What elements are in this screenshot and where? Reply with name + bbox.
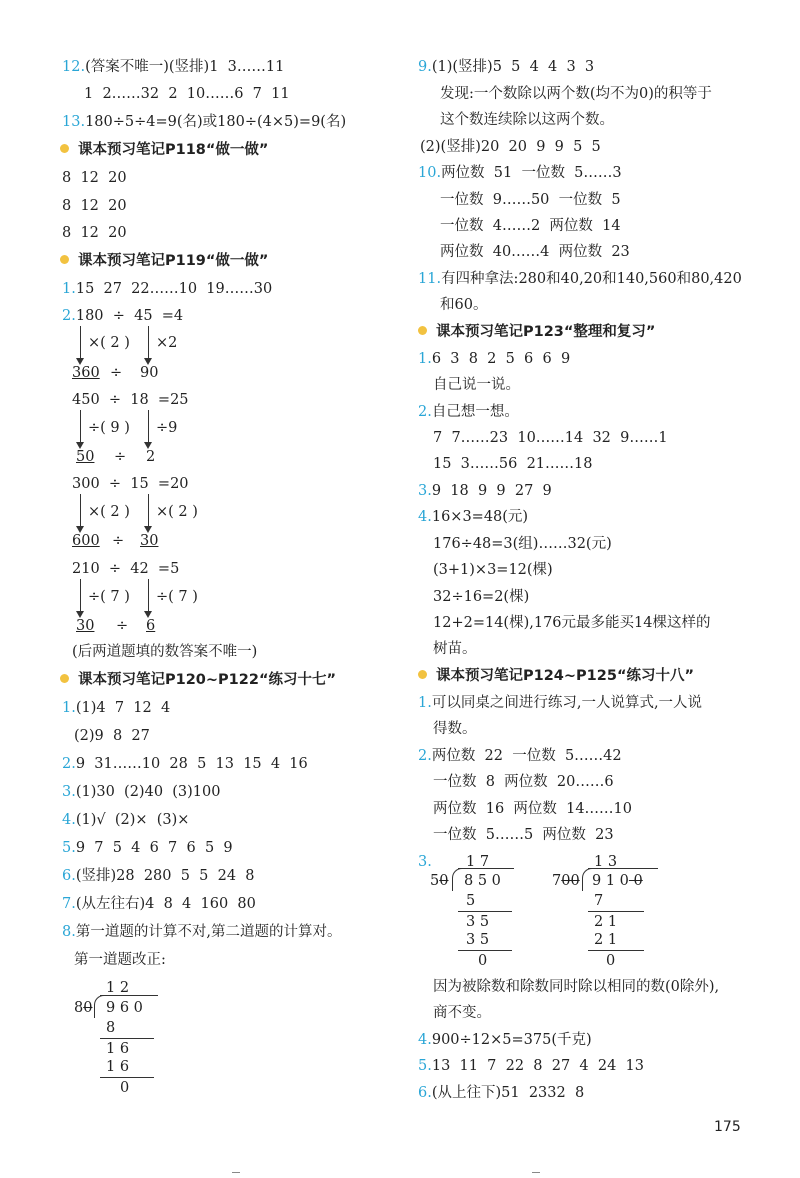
step-subtract-1: 8 <box>106 1020 116 1036</box>
section-heading-p123: 课本预习笔记P123“整理和复习” <box>418 323 655 341</box>
step-rule <box>588 911 644 912</box>
answer-10: 10.两位数 51 一位数 5……3 <box>418 165 622 181</box>
exercise-18-answer-5: 5.13 11 7 22 8 27 4 24 13 <box>418 1058 644 1074</box>
divide-sign: ÷ <box>116 618 129 634</box>
step-remainder-1: 1 6 <box>106 1041 130 1057</box>
step-remainder-1: 3 5 <box>466 914 490 930</box>
step-subtract-1: 7 <box>594 893 604 909</box>
exercise-18-answer-4: 4.900÷12×5=375(千克) <box>418 1032 592 1048</box>
result-divisor: 90 <box>140 365 159 381</box>
review-answer-1: 1.6 3 8 2 5 6 6 9 <box>418 351 571 367</box>
vinculum <box>100 995 158 996</box>
review-answer-4f: 树苗。 <box>433 641 477 657</box>
answer-9-discovery-cont: 这个数连续除以这两个数。 <box>440 112 614 128</box>
dividend: 9 6 0 <box>106 1000 143 1016</box>
answer-9: 9.(1)(竖排)5 5 4 4 3 3 <box>418 59 595 75</box>
review-answer-2c: 15 3……56 21……18 <box>433 456 593 472</box>
left-operation: ×( 2 ) <box>88 504 130 520</box>
answer-12: 12.(答案不唯一)(竖排)1 3……11 <box>62 59 285 75</box>
bullet-icon <box>418 326 427 335</box>
vinculum <box>588 868 658 869</box>
dividend: 8 5 0 <box>464 873 501 889</box>
exercise-17-answer-2: 2.9 31……10 28 5 13 15 4 16 <box>62 756 308 772</box>
vinculum <box>458 868 514 869</box>
division-equation-3: 300 ÷ 15 =20 <box>72 476 189 492</box>
exercise-17-answer-5: 5.9 7 5 4 6 7 6 5 9 <box>62 840 233 856</box>
bullet-icon <box>60 144 69 153</box>
bullet-icon <box>60 674 69 683</box>
right-operation: ÷( 7 ) <box>156 589 198 605</box>
section-heading-p118: 课本预习笔记P118“做一做” <box>60 141 268 159</box>
divide-sign: ÷ <box>112 533 125 549</box>
answer-13: 13.180÷5÷4=9(名)或180÷(4×5)=9(名) <box>62 114 347 130</box>
exercise-17-answer-1b: (2)9 8 27 <box>74 728 150 744</box>
step-rule <box>100 1038 154 1039</box>
quotient: 1 2 <box>106 980 130 996</box>
arrow-line <box>80 326 81 359</box>
step-subtract-2: 1 6 <box>106 1059 130 1075</box>
step-rule <box>100 1077 154 1078</box>
exercise-18-answer-3-reason: 因为被除数和除数同时除以相同的数(0除外), <box>433 979 720 995</box>
bullet-icon <box>418 670 427 679</box>
exercise-18-answer-6: 6.(从上往下)51 2332 8 <box>418 1085 585 1101</box>
review-answer-4: 4.16×3=48(元) <box>418 509 529 525</box>
step-rule <box>458 950 512 951</box>
exercise-17-answer-1: 1.(1)4 7 12 4 <box>62 700 171 716</box>
exercise-17-answer-7: 7.(从左往右)4 8 4 160 80 <box>62 896 256 912</box>
exercise-18-answer-3-label: 3. <box>418 854 432 870</box>
quotient: 1 7 <box>466 854 490 870</box>
exercise-18-answer-2: 2.两位数 22 一位数 5……42 <box>418 748 622 764</box>
arrow-line <box>148 494 149 527</box>
crossed-zero: 0 <box>439 873 449 889</box>
final-remainder: 0 <box>606 953 616 969</box>
exercise-18-answer-1b: 得数。 <box>433 721 477 737</box>
crossed-zero: 00 <box>561 873 580 889</box>
step-remainder-1: 2 1 <box>594 914 618 930</box>
exercise-17-answer-8: 8.第一道题的计算不对,第二道题的计算对。 <box>62 924 342 940</box>
note-answers-not-unique: (后两道题填的数答案不唯一) <box>72 644 258 660</box>
answer-11: 11.有四种拿法:280和40,20和140,560和80,420 <box>418 271 742 287</box>
correction-label: 第一道题改正: <box>74 952 166 968</box>
right-operation: ÷9 <box>156 420 178 436</box>
section-heading-p120-p122: 课本预习笔记P120~P122“练习十七” <box>60 671 336 689</box>
arrow-line <box>148 326 149 359</box>
left-operation: ÷( 9 ) <box>88 420 130 436</box>
left-operation: ÷( 7 ) <box>88 589 130 605</box>
exercise-18-answer-2d: 一位数 5……5 两位数 23 <box>433 827 614 843</box>
exercise-17-answer-3: 3.(1)30 (2)40 (3)100 <box>62 784 221 800</box>
review-answer-1b: 自己说一说。 <box>433 377 520 393</box>
p119-answer-1: 1.15 27 22……10 19……30 <box>62 281 273 297</box>
dividend: 9 1 0 0 <box>592 873 643 889</box>
step-rule <box>458 911 512 912</box>
exercise-18-answer-2c: 两位数 16 两位数 14……10 <box>433 801 633 817</box>
crossed-zero: 0 <box>628 873 643 889</box>
left-operation: ×( 2 ) <box>88 335 130 351</box>
divisor: 50 <box>430 873 449 889</box>
p118-line3: 8 12 20 <box>62 225 127 241</box>
exercise-17-answer-4: 4.(1)√ (2)× (3)× <box>62 812 190 828</box>
exercise-17-answer-6: 6.(竖排)28 280 5 5 24 8 <box>62 868 255 884</box>
divisor: 700 <box>552 873 580 889</box>
step-subtract-2: 2 1 <box>594 932 618 948</box>
right-operation: ×( 2 ) <box>156 504 198 520</box>
final-remainder: 0 <box>120 1080 130 1096</box>
result-dividend: 30 <box>76 618 95 634</box>
bottom-mark <box>232 1172 240 1173</box>
right-operation: ×2 <box>156 335 178 351</box>
review-answer-2: 2.自己想一想。 <box>418 404 519 420</box>
divide-sign: ÷ <box>114 449 127 465</box>
arrow-line <box>80 579 81 612</box>
result-dividend: 50 <box>76 449 95 465</box>
answer-9-discovery: 发现:一个数除以两个数(均不为0)的积等于 <box>440 86 712 102</box>
answer-10-line2: 一位数 9……50 一位数 5 <box>440 192 621 208</box>
bullet-icon <box>60 255 69 264</box>
crossed-zero: 0 <box>83 1000 93 1016</box>
division-equation-4: 210 ÷ 42 =5 <box>72 561 180 577</box>
result-dividend: 360 <box>72 365 100 381</box>
review-answer-4d: 32÷16=2(棵) <box>433 589 530 605</box>
arrow-line <box>148 579 149 612</box>
result-divisor: 6 <box>146 618 156 634</box>
divide-sign: ÷ <box>110 365 123 381</box>
step-rule <box>588 950 644 951</box>
p119-answer-2: 2.180 ÷ 45 =4 <box>62 308 184 324</box>
quotient: 1 3 <box>594 854 618 870</box>
answer-12-line2: 1 2……32 2 10……6 7 11 <box>84 86 290 102</box>
divisor: 80 <box>74 1000 93 1016</box>
exercise-18-answer-1: 1.可以同桌之间进行练习,一人说算式,一人说 <box>418 695 703 711</box>
review-answer-2b: 7 7……23 10……14 32 9……1 <box>433 430 668 446</box>
exercise-18-answer-2b: 一位数 8 两位数 20……6 <box>433 774 614 790</box>
review-answer-4e: 12+2=14(棵),176元最多能买14棵这样的 <box>433 615 711 631</box>
result-divisor: 30 <box>140 533 159 549</box>
arrow-line <box>148 410 149 443</box>
review-answer-4b: 176÷48=3(组)……32(元) <box>433 536 612 552</box>
final-remainder: 0 <box>478 953 488 969</box>
arrow-line <box>80 494 81 527</box>
page-number: 175 <box>714 1119 741 1135</box>
section-heading-p124-p125: 课本预习笔记P124~P125“练习十八” <box>418 667 694 685</box>
answer-11-cont: 和60。 <box>440 297 488 313</box>
division-equation-2: 450 ÷ 18 =25 <box>72 392 189 408</box>
answer-10-line4: 两位数 40……4 两位数 23 <box>440 244 630 260</box>
review-answer-4c: (3+1)×3=12(棵) <box>433 562 553 578</box>
step-subtract-1: 5 <box>466 893 476 909</box>
result-divisor: 2 <box>146 449 156 465</box>
step-subtract-2: 3 5 <box>466 932 490 948</box>
exercise-18-answer-3-reason-cont: 商不变。 <box>433 1005 491 1021</box>
arrow-line <box>80 410 81 443</box>
p118-line1: 8 12 20 <box>62 170 127 186</box>
result-dividend: 600 <box>72 533 100 549</box>
answer-10-line3: 一位数 4……2 两位数 14 <box>440 218 621 234</box>
review-answer-3: 3.9 18 9 9 27 9 <box>418 483 552 499</box>
bottom-mark <box>532 1172 540 1173</box>
answer-9-part2: (2)(竖排)20 20 9 9 5 5 <box>420 139 601 155</box>
p118-line2: 8 12 20 <box>62 198 127 214</box>
section-heading-p119: 课本预习笔记P119“做一做” <box>60 252 268 270</box>
